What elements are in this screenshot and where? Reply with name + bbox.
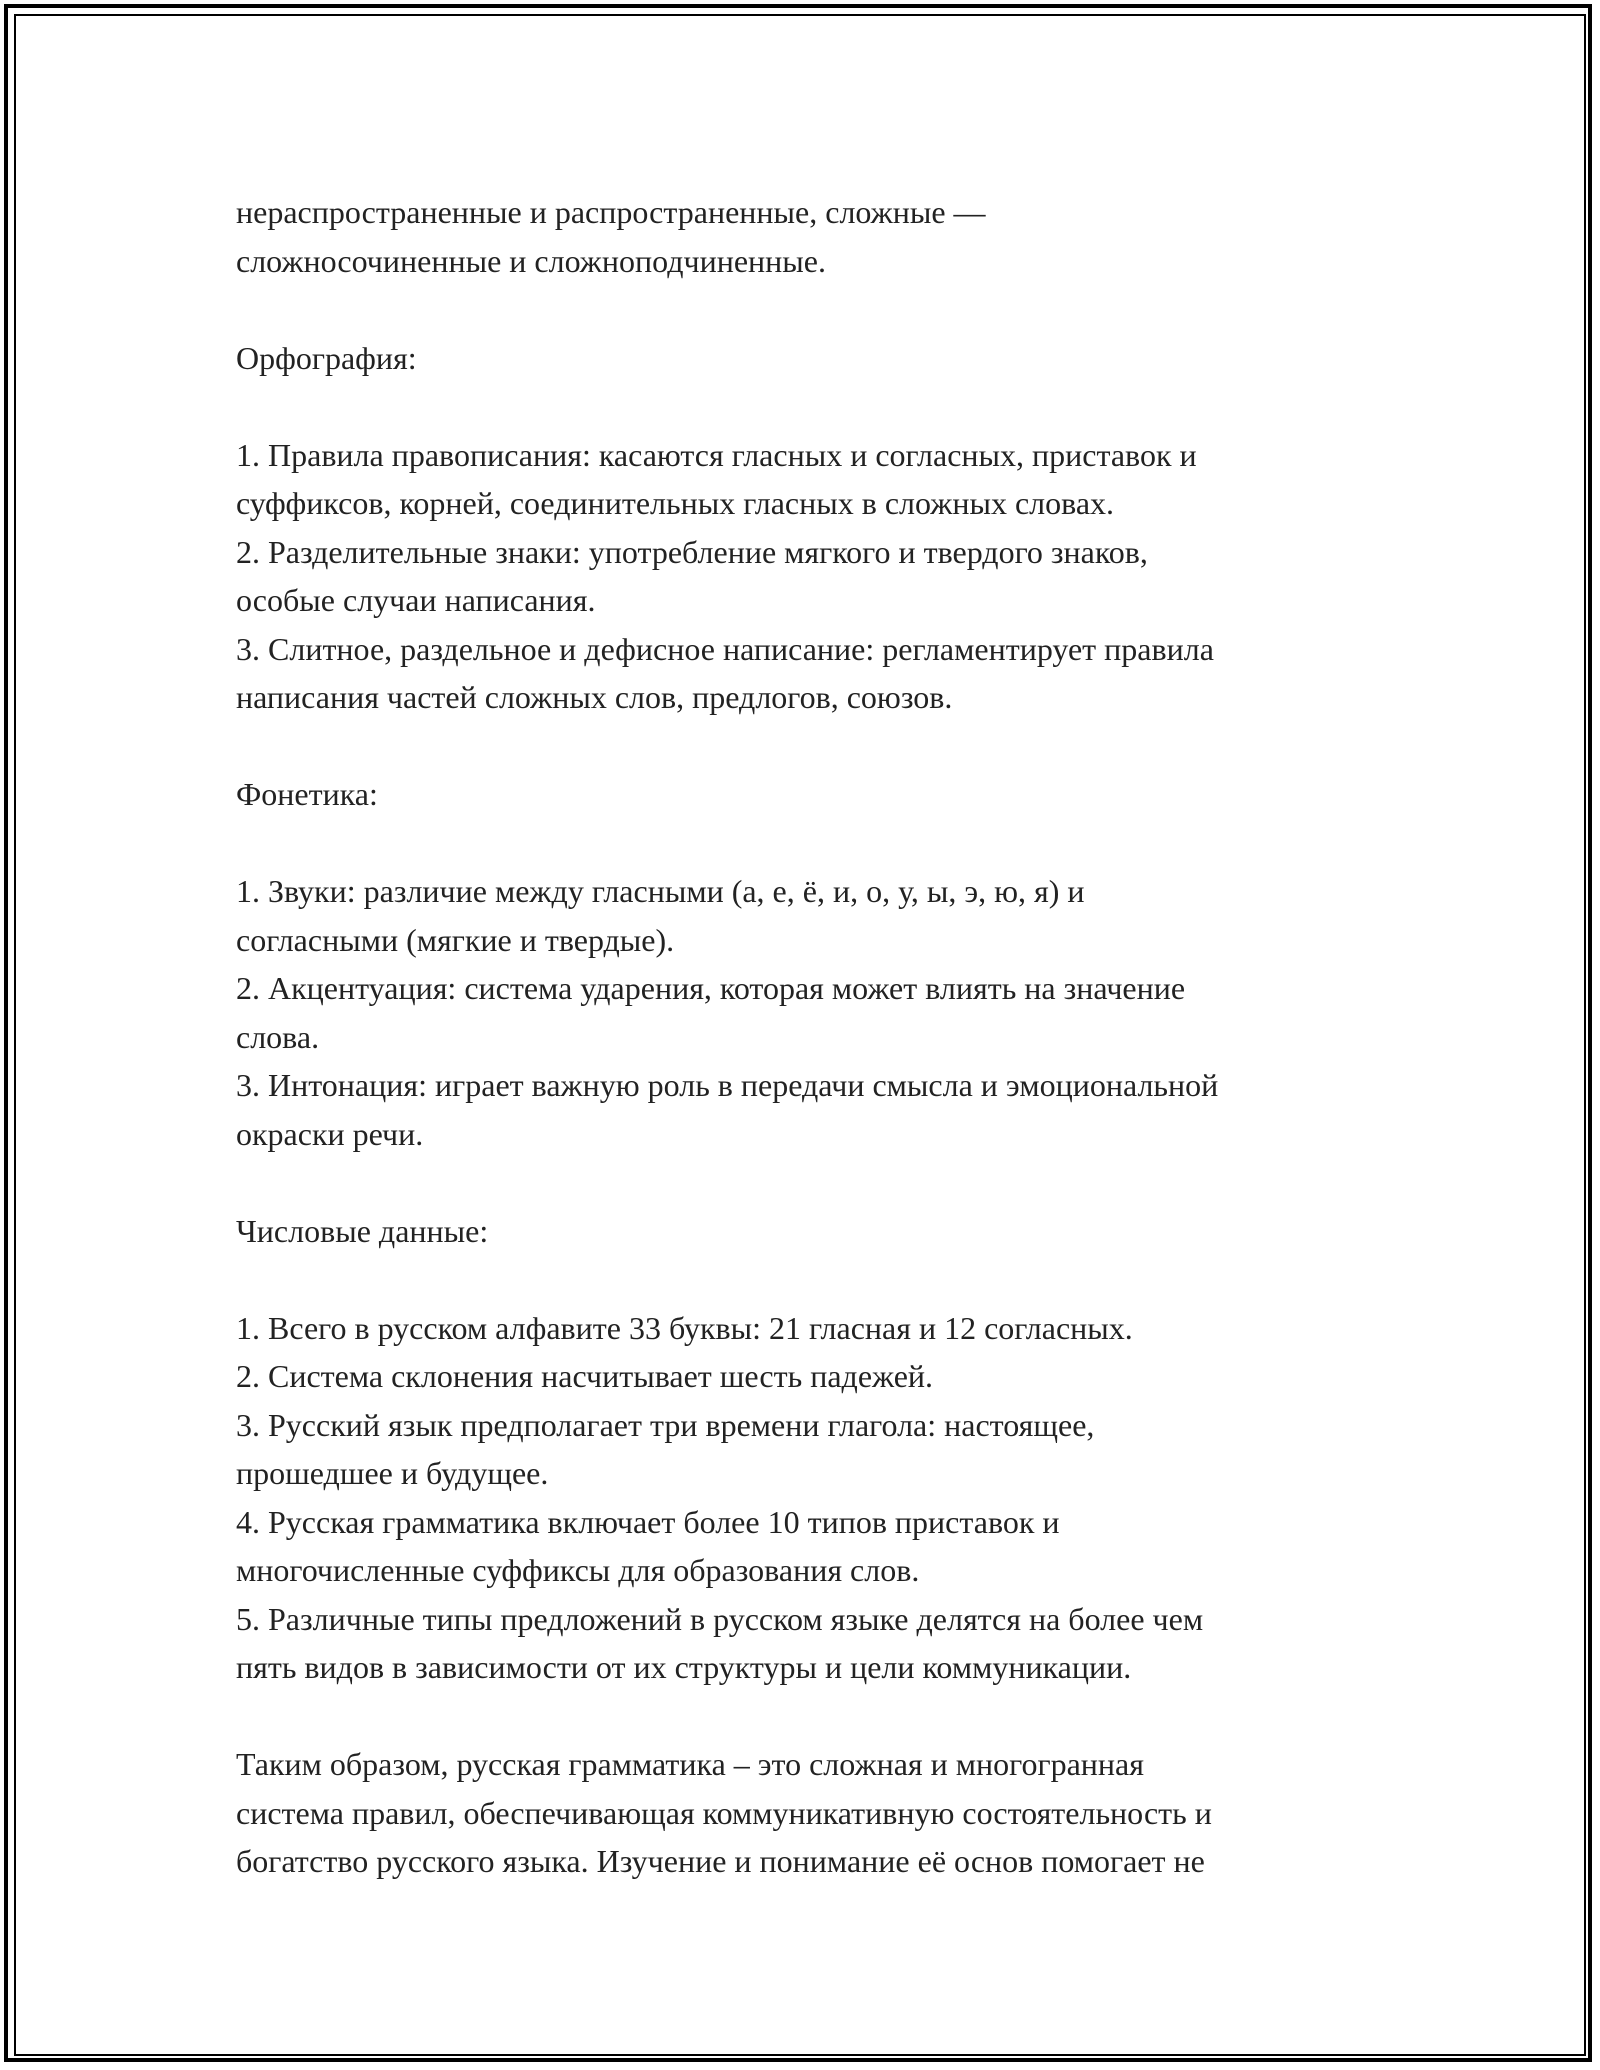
text-line: сложносочиненные и сложноподчиненные. bbox=[236, 242, 826, 279]
section-heading-numeric-data: Числовые данные: bbox=[236, 1212, 489, 1249]
blank-line bbox=[236, 722, 1376, 771]
text-line: многочисленные суффиксы для образования слов. bbox=[236, 1552, 920, 1588]
text-line: система правил, обеспечивающая коммуникативную состоятельность и bbox=[236, 1794, 1212, 1831]
text-line: 3. Слитное, раздельное и дефисное написание: регламентирует правила bbox=[236, 630, 1214, 667]
blank-line bbox=[236, 819, 1376, 868]
text-line: 2. Система склонения насчитывает шесть падежей. bbox=[236, 1358, 934, 1394]
section-heading-phonetics: Фонетика: bbox=[236, 776, 378, 812]
text-line: особые случаи написания. bbox=[236, 582, 596, 618]
text-line: написания частей сложных слов, предлогов, союзов. bbox=[236, 679, 953, 715]
blank-line bbox=[236, 382, 1376, 431]
text-line: пять видов в зависимости от их структуры и цели коммуникации. bbox=[236, 1649, 1132, 1685]
text-line: прошедшее и будущее. bbox=[236, 1455, 549, 1491]
section-heading-orthography: Орфография: bbox=[236, 339, 417, 376]
blank-line bbox=[236, 285, 1376, 334]
text-line: 3. Русский язык предполагает три времени глагола: настоящее, bbox=[236, 1406, 1095, 1443]
blank-line bbox=[236, 1255, 1376, 1304]
text-line: 1. Всего в русском алфавите 33 буквы: 21 гласная и 12 согласных. bbox=[236, 1309, 1133, 1346]
text-line: 4. Русская грамматика включает более 10 типов приставок и bbox=[236, 1503, 1060, 1540]
text-line: 2. Разделительные знаки: употребление мягкого и твердого знаков, bbox=[236, 533, 1148, 570]
text-line: согласными (мягкие и твердые). bbox=[236, 921, 675, 958]
text-line: Таким образом, русская грамматика – это сложная и многогранная bbox=[236, 1746, 1144, 1782]
blank-line bbox=[236, 1158, 1376, 1207]
text-line: 2. Акцентуация: система ударения, которая может влиять на значение bbox=[236, 970, 1186, 1006]
text-line: слова. bbox=[236, 1018, 320, 1055]
text-line: богатство русского языка. Изучение и понимание её основ помогает не bbox=[236, 1843, 1205, 1879]
document-body bbox=[236, 188, 1376, 1886]
blank-line bbox=[236, 1692, 1376, 1741]
text-line: 1. Правила правописания: касаются гласных и согласных, приставок и bbox=[236, 436, 1197, 473]
text-line: окраски речи. bbox=[236, 1115, 424, 1152]
text-line: суффиксов, корней, соединительных гласных в сложных словах. bbox=[236, 485, 1115, 521]
text-line: 5. Различные типы предложений в русском языке делятся на более чем bbox=[236, 1600, 1204, 1637]
text-line: нераспространенные и распространенные, сложные — bbox=[236, 194, 986, 230]
text-line: 1. Звуки: различие между гласными (а, е, ё, и, о, у, ы, э, ю, я) и bbox=[236, 873, 1085, 909]
text-line: 3. Интонация: играет важную роль в передачи смысла и эмоциональной bbox=[236, 1067, 1219, 1103]
